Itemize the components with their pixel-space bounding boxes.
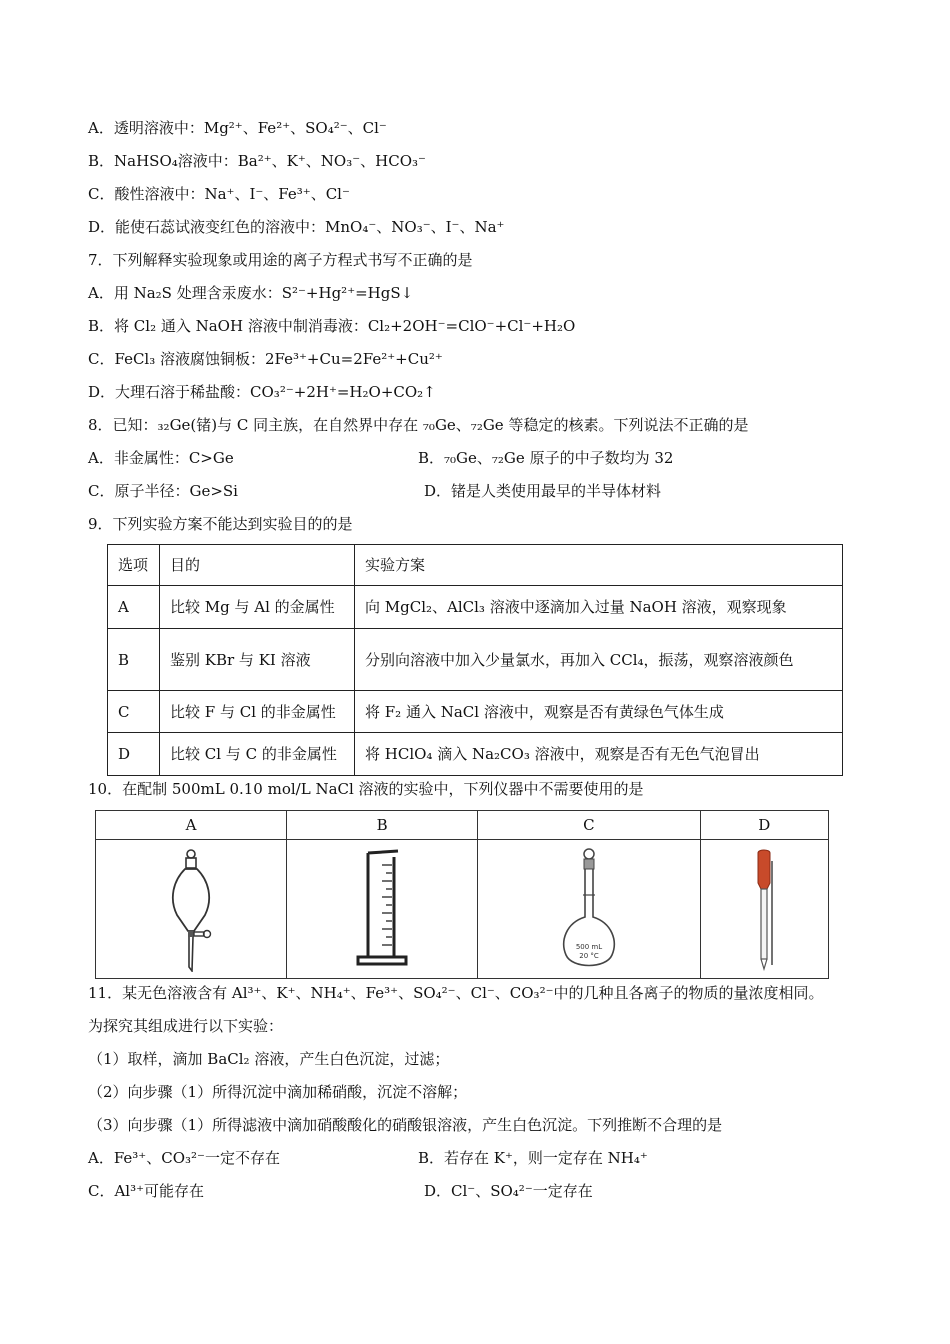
flask-volume-label: 500 mL [575, 942, 602, 951]
q7-option-c: C．FeCl₃ 溶液腐蚀铜板：2Fe³⁺+Cu=2Fe²⁺+Cu²⁺ [88, 350, 443, 368]
volumetric-flask-icon [554, 847, 624, 972]
table-cell: 向 MgCl₂、AlCl₃ 溶液中逐滴加入过量 NaOH 溶液，观察现象 [355, 586, 843, 629]
q10-apparatus-table [95, 810, 829, 979]
q10-stem: 10．在配制 500mL 0.10 mol/L NaCl 溶液的实验中，下列仪器中不需要使用的是 [88, 780, 644, 798]
dropper-icon [744, 847, 784, 972]
q8-stem: 8．已知：₃₂Ge(锗)与 C 同主族，在自然界中存在 ₇₀Ge、₇₂Ge 等稳定的核素。下列说法不正确的是 [88, 416, 749, 434]
table-row [108, 691, 843, 733]
q6-option-b: B．NaHSO₄溶液中：Ba²⁺、K⁺、NO₃⁻、HCO₃⁻ [88, 152, 426, 170]
q11-stem: 11．某无色溶液含有 Al³⁺、K⁺、NH₄⁺、Fe³⁺、SO₄²⁻、Cl⁻、CO₃²⁻中的几种且各离子的物质的量浓度相同。 [88, 984, 824, 1002]
apparatus-label-a: A [96, 811, 287, 840]
table-header-purpose: 目的 [160, 545, 355, 586]
table-header-scheme: 实验方案 [355, 545, 843, 586]
table-cell: 将 HClO₄ 滴入 Na₂CO₃ 溶液中，观察是否有无色气泡冒出 [355, 733, 843, 776]
table-row [108, 629, 843, 691]
apparatus-label-c: C [478, 811, 700, 840]
q8-option-a: A．非金属性：C>Ge [88, 449, 234, 467]
q11-option-b: B．若存在 K⁺，则一定存在 NH₄⁺ [418, 1149, 648, 1167]
q6-option-a: A．透明溶液中：Mg²⁺、Fe²⁺、SO₄²⁻、Cl⁻ [88, 119, 387, 137]
measuring-cylinder-icon [352, 847, 412, 972]
q6-option-c: C．酸性溶液中：Na⁺、I⁻、Fe³⁺、Cl⁻ [88, 185, 350, 203]
table-cell: B [108, 629, 160, 691]
q8-option-c: C．原子半径：Ge>Si [88, 482, 238, 500]
q8-option-b: B．₇₀Ge、₇₂Ge 原子的中子数均为 32 [418, 449, 674, 467]
table-cell [287, 840, 478, 979]
q11-option-c: C．Al³⁺可能存在 [88, 1182, 205, 1200]
table-cell: A [108, 586, 160, 629]
table-cell: 比较 Mg 与 Al 的金属性 [160, 586, 355, 629]
table-cell: 鉴别 KBr 与 KI 溶液 [160, 629, 355, 691]
table-row [108, 586, 843, 629]
table-cell: 比较 F 与 Cl 的非金属性 [160, 691, 355, 733]
table-cell: 比较 Cl 与 C 的非金属性 [160, 733, 355, 776]
table-cell: 分别向溶液中加入少量氯水，再加入 CCl₄，振荡，观察溶液颜色 [355, 629, 843, 691]
q11-option-d: D．Cl⁻、SO₄²⁻一定存在 [424, 1182, 593, 1200]
q6-option-d: D．能使石蕊试液变红色的溶液中：MnO₄⁻、NO₃⁻、I⁻、Na⁺ [88, 218, 505, 236]
q11-intro: 为探究其组成进行以下实验： [88, 1017, 284, 1035]
q7-stem: 7．下列解释实验现象或用途的离子方程式书写不正确的是 [88, 251, 473, 269]
q7-option-a: A．用 Na₂S 处理含汞废水：S²⁻+Hg²⁺=HgS↓ [88, 284, 414, 302]
apparatus-label-b: B [287, 811, 478, 840]
separatory-funnel-icon [161, 847, 221, 972]
q9-stem: 9．下列实验方案不能达到实验目的的是 [88, 515, 353, 533]
flask-temp-label: 20 °C [579, 951, 599, 960]
table-cell: D [108, 733, 160, 776]
table-row [108, 733, 843, 776]
table-cell [96, 840, 287, 979]
apparatus-label-d: D [700, 811, 828, 840]
table-row [108, 545, 843, 586]
table-cell [478, 840, 700, 979]
q7-option-d: D．大理石溶于稀盐酸：CO₃²⁻+2H⁺=H₂O+CO₂↑ [88, 383, 436, 401]
table-row [96, 811, 829, 840]
q7-option-b: B．将 Cl₂ 通入 NaOH 溶液中制消毒液：Cl₂+2OH⁻=ClO⁻+Cl⁻+H₂O [88, 317, 576, 335]
table-cell: C [108, 691, 160, 733]
q11-option-a: A．Fe³⁺、CO₃²⁻一定不存在 [88, 1149, 280, 1167]
q11-step-3: （3）向步骤（1）所得滤液中滴加硝酸酸化的硝酸银溶液，产生白色沉淀。下列推断不合理的是 [88, 1116, 723, 1134]
q11-step-1: （1）取样，滴加 BaCl₂ 溶液，产生白色沉淀，过滤； [88, 1050, 450, 1068]
q11-step-2: （2）向步骤（1）所得沉淀中滴加稀硝酸，沉淀不溶解； [88, 1083, 468, 1101]
q9-table [107, 544, 843, 776]
table-row [96, 840, 829, 979]
table-cell [700, 840, 828, 979]
table-header-option: 选项 [108, 545, 160, 586]
q8-option-d: D．锗是人类使用最早的半导体材料 [424, 482, 662, 500]
table-cell: 将 F₂ 通入 NaCl 溶液中，观察是否有黄绿色气体生成 [355, 691, 843, 733]
